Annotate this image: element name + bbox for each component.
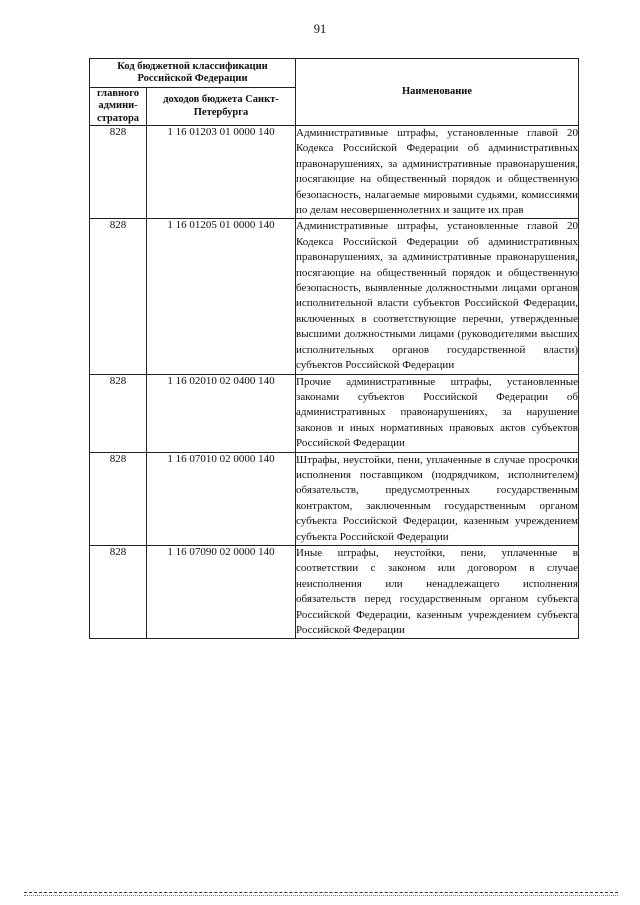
table-row [90,374,579,452]
budget-classification-table [89,58,579,639]
admin-code-cell: 828 [90,545,147,638]
page-number: 91 [313,22,327,36]
admin-code-cell: 828 [90,452,147,545]
admin-code-cell: 828 [90,219,147,374]
name-cell [296,452,579,545]
name-cell [296,126,579,219]
revenue-code-cell: 1 16 01203 01 0000 140 [147,126,296,219]
name-cell [296,374,579,452]
revenue-code-cell: 1 16 02010 02 0400 140 [147,374,296,452]
footer-scan-line [24,892,618,893]
name-cell [296,545,579,638]
header-name: Наименование [296,59,579,126]
header-main-administrator: главного админи-стратора [90,88,147,126]
footer-scan-line [24,895,618,896]
name-text: Иные штрафы, неустойки, пени, уплаченные в соответствии с законом или договором в случае неисполнения или ненадлежащего исполнения обязательств перед государственным органом субъекта Российской Федерации, казенным учреждением субъекта Российской Федерации [296,546,578,636]
table-row [90,452,579,545]
table-row [90,126,579,219]
table-row [90,219,579,374]
table-row [90,545,579,638]
header-classification-code: Код бюджетной классификации Российской Федерации [90,59,296,88]
name-text: Штрафы, неустойки, пени, уплаченные в случае просрочки исполнения поставщиком (подрядчиком, исполнителем) обязательств, предусмотренных государственным контрактом, заключенным государственным органом субъекта Российской Федерации, казенным учреждением субъекта Российской Федерации [296,453,578,543]
name-cell [296,219,579,374]
admin-code-cell: 828 [90,374,147,452]
header-budget-revenue: доходов бюджета Санкт-Петербурга [147,88,296,126]
revenue-code-cell: 1 16 01205 01 0000 140 [147,219,296,374]
revenue-code-cell: 1 16 07090 02 0000 140 [147,545,296,638]
revenue-code-cell: 1 16 07010 02 0000 140 [147,452,296,545]
admin-code-cell: 828 [90,126,147,219]
name-text: Прочие административные штрафы, установленные законами субъектов Российской Федерации об административных правонарушениях, за нарушение законов и иных нормативных правовых актов субъектов Российской Федерации [296,375,578,450]
name-text: Административные штрафы, установленные главой 20 Кодекса Российской Федерации об административных правонарушениях, за административные правонарушения, посягающие на общественный порядок и общественную безопасность, налагаемые мировыми судьями, комиссиями по делам несовершеннолетних и защите их прав [296,127,578,217]
name-text: Административные штрафы, установленные главой 20 Кодекса Российской Федерации об административных правонарушениях, за административные правонарушения, посягающие на общественный порядок и общественную безопасность, выявленные должностными лицами органов исполнительной власти субъектов Российской Федерации, включенных в соответствующие перечни, утвержденные высшими должностными лицами (руководителями высших исполнительных органов государственной власти) субъектов Российской Федерации [296,220,578,372]
